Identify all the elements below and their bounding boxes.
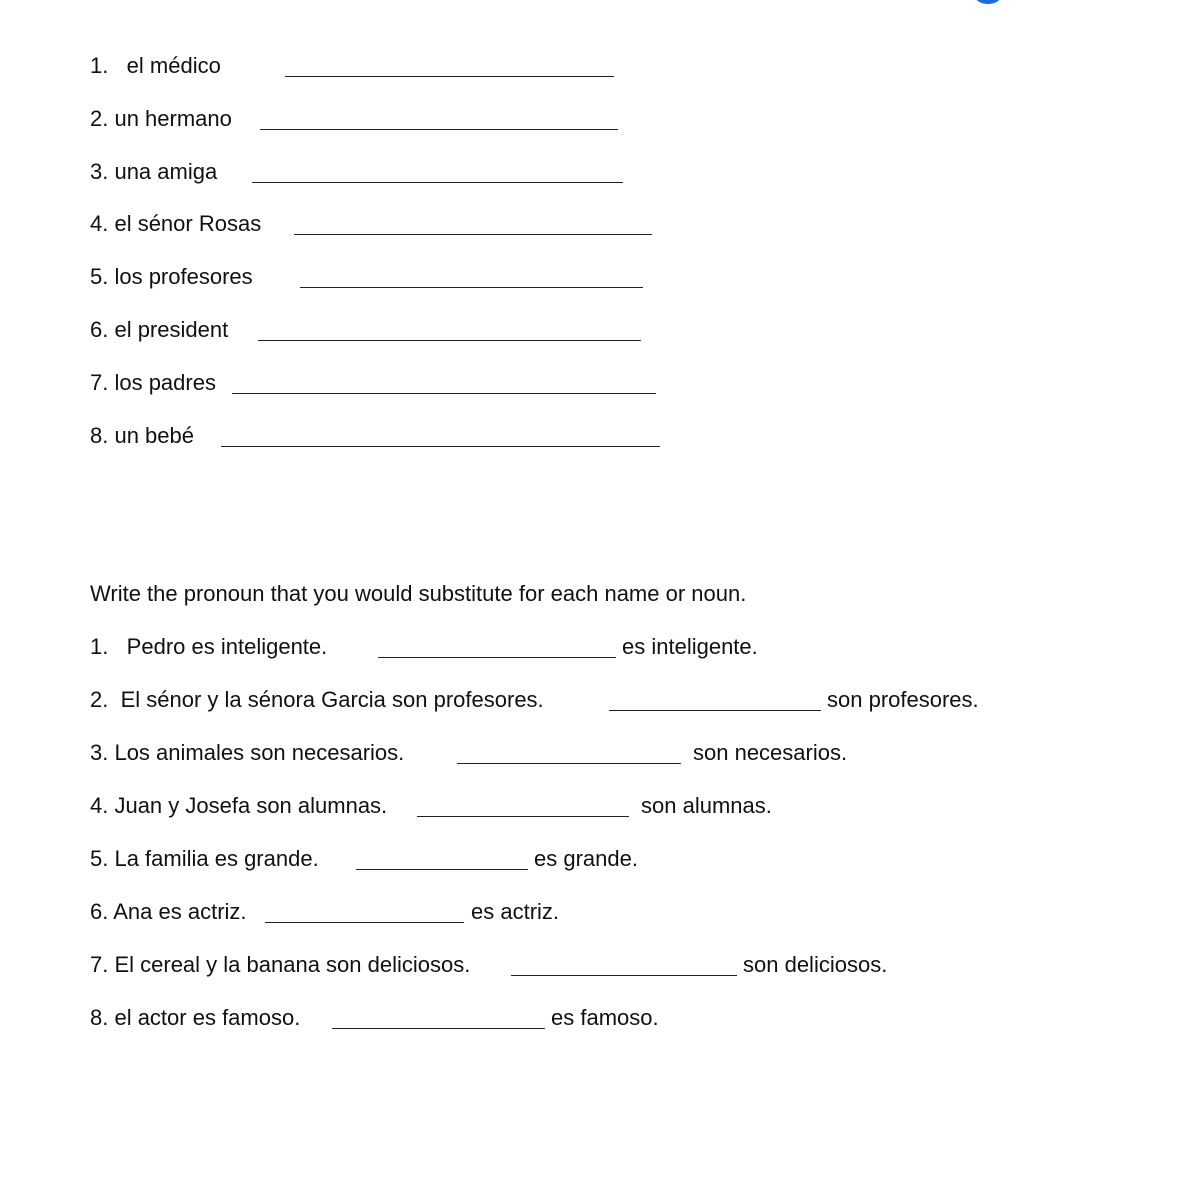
answer-blank[interactable]: [300, 287, 643, 288]
answer-blank[interactable]: [378, 657, 616, 658]
blue-mark-decoration: [975, 0, 1001, 4]
item-label: 3. una amiga: [90, 159, 218, 184]
item-prompt: 1. Pedro es inteligente.: [90, 634, 328, 659]
item-suffix: son alumnas.: [641, 793, 772, 818]
item-prompt: 3. Los animales son necesarios.: [90, 740, 405, 765]
item-suffix: es famoso.: [551, 1005, 659, 1030]
item-prompt: 6. Ana es actriz.: [90, 899, 247, 924]
answer-blank[interactable]: [294, 234, 652, 235]
answer-blank[interactable]: [511, 975, 737, 976]
item-label: 5. los profesores: [90, 264, 253, 289]
item-suffix: son profesores.: [827, 687, 979, 712]
item-label: 4. el sénor Rosas: [90, 211, 262, 236]
answer-blank[interactable]: [457, 763, 681, 764]
item-label: 7. los padres: [90, 370, 216, 395]
answer-blank[interactable]: [356, 869, 528, 870]
answer-blank[interactable]: [221, 446, 660, 447]
item-suffix: es actriz.: [471, 899, 560, 924]
answer-blank[interactable]: [260, 129, 618, 130]
item-prompt: 5. La familia es grande.: [90, 846, 319, 871]
item-suffix: es inteligente.: [622, 634, 758, 659]
answer-blank[interactable]: [332, 1028, 545, 1029]
item-suffix: son deliciosos.: [743, 952, 888, 977]
answer-blank[interactable]: [258, 340, 641, 341]
answer-blank[interactable]: [417, 816, 629, 817]
item-prompt: 7. El cereal y la banana son deliciosos.: [90, 952, 471, 977]
answer-blank[interactable]: [285, 76, 614, 77]
item-label: 6. el president: [90, 317, 229, 342]
answer-blank[interactable]: [609, 710, 821, 711]
instruction: Write the pronoun that you would substitute for each name or noun.: [90, 581, 747, 606]
answer-blank[interactable]: [232, 393, 656, 394]
answer-blank[interactable]: [265, 922, 464, 923]
item-prompt: 8. el actor es famoso.: [90, 1005, 301, 1030]
item-suffix: es grande.: [534, 846, 638, 871]
item-prompt: 2. El sénor y la sénora Garcia son profesores.: [90, 687, 544, 712]
item-label: 1. el médico: [90, 53, 221, 78]
item-suffix: son necesarios.: [693, 740, 848, 765]
item-label: 2. un hermano: [90, 106, 232, 131]
item-label: 8. un bebé: [90, 423, 194, 448]
answer-blank[interactable]: [252, 182, 623, 183]
item-prompt: 4. Juan y Josefa son alumnas.: [90, 793, 388, 818]
